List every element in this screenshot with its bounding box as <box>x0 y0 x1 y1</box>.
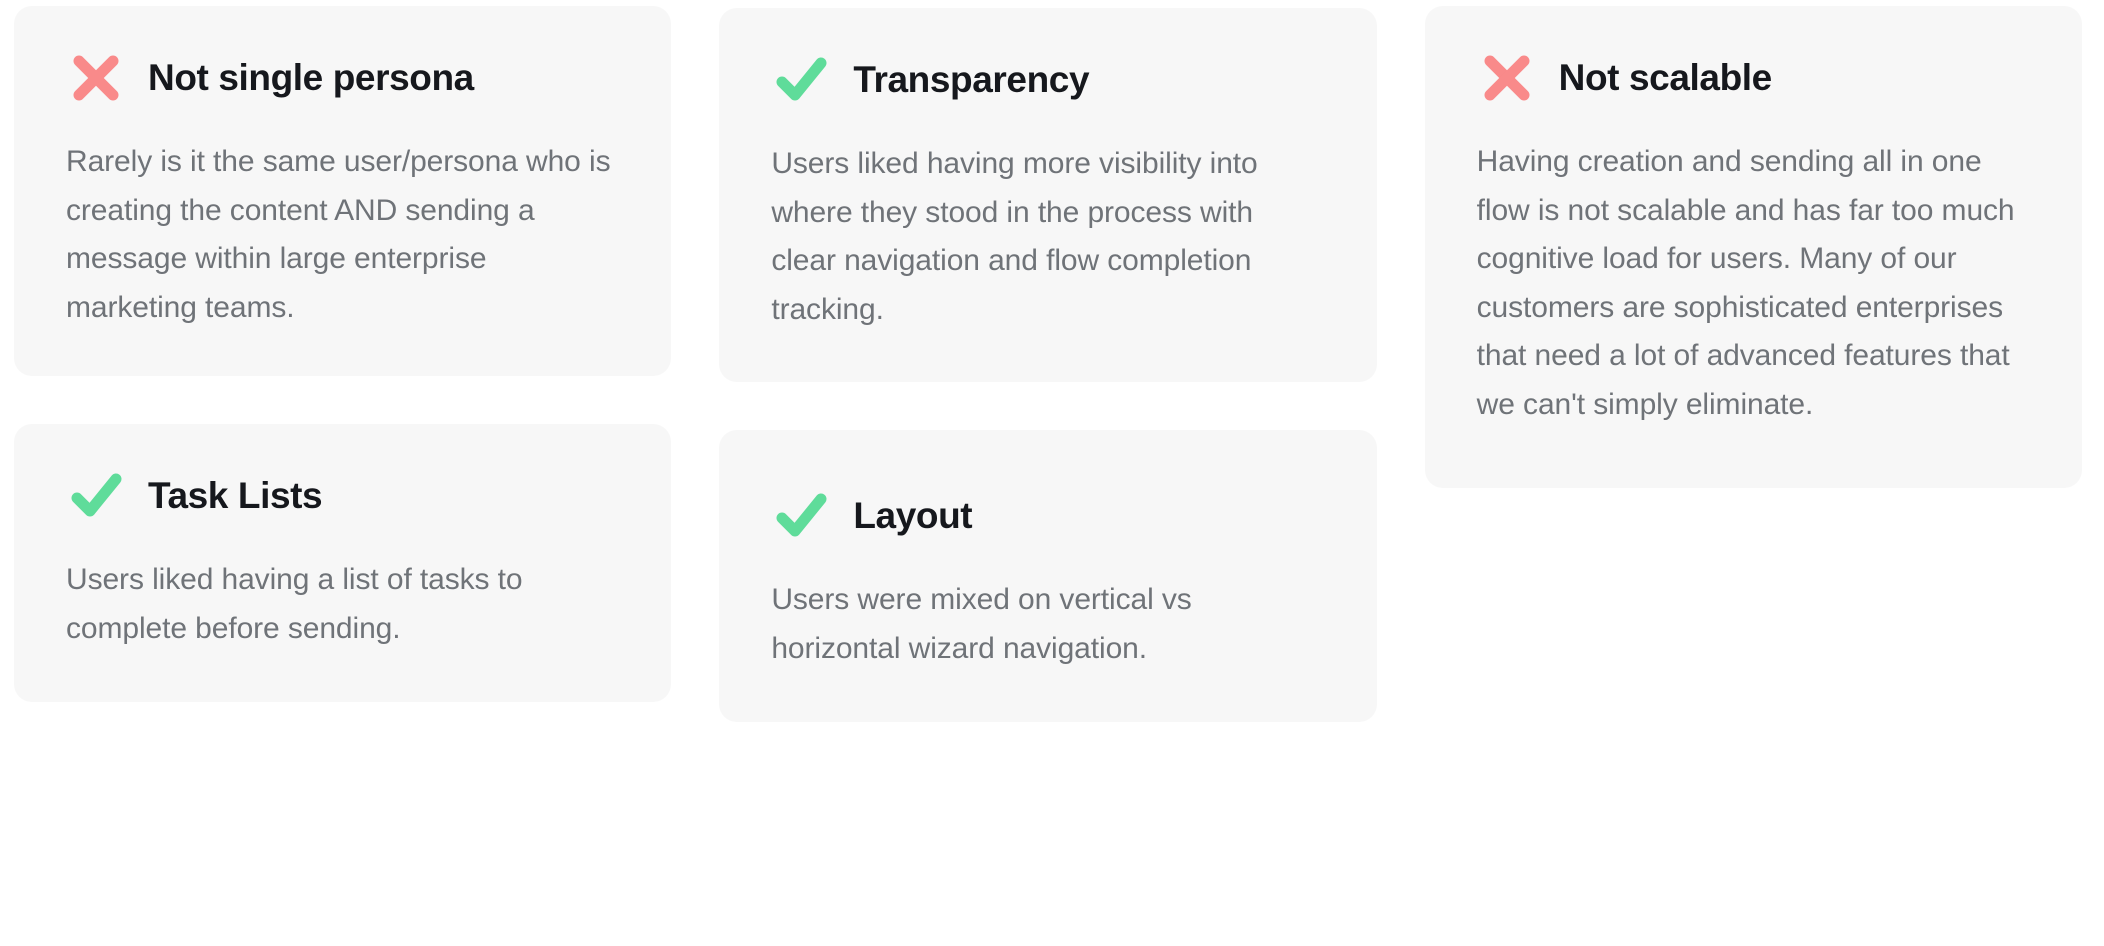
card-title: Layout <box>853 495 973 537</box>
card-body: Users were mixed on vertical vs horizontal wizard navigation. <box>771 583 1192 665</box>
check-icon <box>771 486 831 546</box>
card-header <box>1477 48 2030 108</box>
card-header <box>66 466 619 526</box>
card-header <box>771 50 1324 110</box>
card-header <box>66 48 619 108</box>
card-body: Rarely is it the same user/persona who is creating the content AND sending a message within large enterprise marketing teams. <box>66 145 611 324</box>
card-column-3 <box>1425 6 2082 488</box>
cross-icon <box>66 48 126 108</box>
card-title: Task Lists <box>148 475 323 517</box>
card-title: Not single persona <box>148 56 474 98</box>
card-title: Not scalable <box>1558 56 1772 98</box>
card-body: Users liked having more visibility into where they stood in the process with clear navigation and flow completion tracking. <box>771 147 1258 326</box>
finding-card <box>719 430 1376 721</box>
card-body: Having creation and sending all in one flow is not scalable and has far too much cognitive load for users. Many of our customers are sophisticated enterprises that need a lot of advanced features that we can't simply eliminate. <box>1476 145 2015 421</box>
card-title: Transparency <box>853 58 1090 100</box>
finding-card <box>1425 6 2082 488</box>
finding-card <box>719 8 1376 382</box>
check-icon <box>771 50 831 110</box>
card-column-2 <box>719 6 1376 722</box>
finding-card <box>14 424 671 701</box>
finding-card <box>14 6 671 376</box>
card-header <box>771 486 1324 546</box>
cross-icon <box>1477 48 1537 108</box>
card-column-1 <box>14 6 671 702</box>
check-icon <box>66 466 126 526</box>
card-body: Users liked having a list of tasks to complete before sending. <box>66 563 523 645</box>
